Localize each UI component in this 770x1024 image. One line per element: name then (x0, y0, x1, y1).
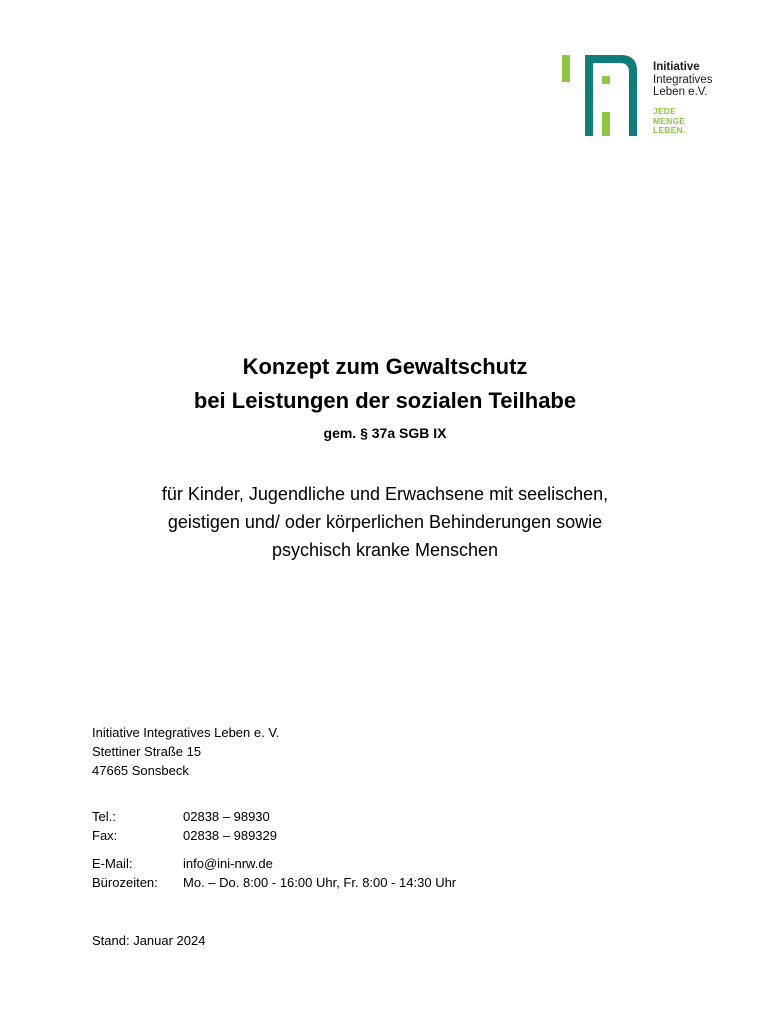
logo-slogan-line2: MENGE (653, 115, 686, 126)
address-city: 47665 Sonsbeck (92, 763, 189, 778)
phone-value: 02838 – 98930 (183, 809, 270, 824)
organization-logo (558, 52, 728, 142)
office-hours-value: Mo. – Do. 8:00 - 16:00 Uhr, Fr. 8:00 - 14:30 Uhr (183, 875, 457, 890)
target-group-line1: für Kinder, Jugendliche und Erwachsene mit seelischen, (161, 484, 609, 504)
document-status-date: Stand: Januar 2024 (92, 933, 206, 948)
logo-wordmark (653, 61, 712, 99)
fax-label: Fax: (92, 828, 118, 843)
target-group-line2: geistigen und/ oder körperlichen Behinderungen sowie (167, 512, 603, 532)
document-title-line2: bei Leistungen der sozialen Teilhabe (193, 388, 577, 413)
logo-slogan (653, 107, 685, 136)
logo-name-line1: Initiative (653, 61, 700, 73)
phone-label: Tel.: (92, 809, 116, 824)
logo-slogan-line1: JEDE (653, 106, 677, 116)
document-subtitle: gem. § 37a SGB IX (323, 425, 447, 441)
office-hours-label: Bürozeiten: (92, 875, 158, 890)
email-value: info@ini-nrw.de (183, 856, 273, 871)
address-organization: Initiative Integratives Leben e. V. (92, 725, 280, 740)
ini-logo-mark (558, 52, 648, 138)
address-street: Stettiner Straße 15 (92, 744, 202, 759)
target-group-line3: psychisch kranke Menschen (271, 540, 499, 560)
email-label: E-Mail: (92, 856, 133, 871)
fax-value: 02838 – 989329 (183, 828, 277, 843)
logo-name-line2: Integratives (653, 73, 713, 86)
document-title-line1: Konzept zum Gewaltschutz (242, 354, 528, 379)
logo-slogan-line3: LEBEN. (653, 125, 686, 135)
logo-name-line3: Leben e.V. (653, 86, 708, 98)
